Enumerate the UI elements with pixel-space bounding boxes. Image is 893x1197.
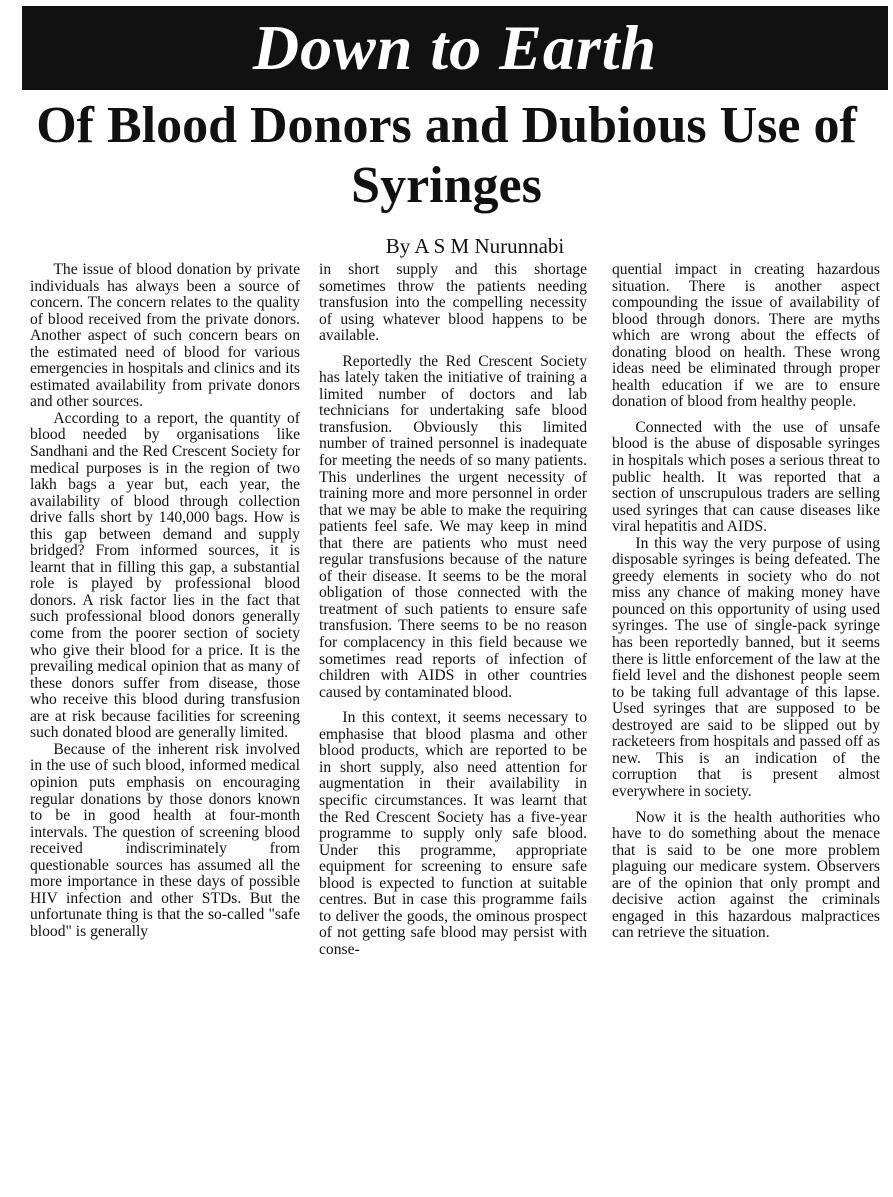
paragraph: Reportedly the Red Crescent Society has lately taken the initiative of training a limited number of doctors and lab technicians for undertaking safe blood transfusion. Obviously this limited number of trained personnel is inadequate for meeting the needs of so many patients. This underlines the urgent necessity of training more and more personnel in order that we may be able to make the requiring patients feel safe. We may keep in mind that there are patients who must need regular transfusions because of the nature of their disease. It seems to be the moral obligation of those connected with the treatment of such patients to ensure safe transfusion. There seems to be no reason for complacency in this field because we sometimes read reports of infection of children with AIDS in other countries caused by contaminated blood. (319, 352, 587, 701)
banner-title: Down to Earth (252, 12, 658, 83)
paragraph: Connected with the use of unsafe blood is the abuse of disposable syringes in hospitals which poses a serious threat to public health. It was reported that a section of unscrupulous traders are selling used syringes that can cause diseases like viral hepatitis and AIDS. (612, 418, 880, 536)
paragraph: Now it is the health authorities who have to do something about the menace that is said to be one more problem plaguing our medicare system. Observers are of the opinion that only prompt and decisive action against the criminals engaged in this hazardous malpractices can retrieve the situation. (612, 808, 880, 942)
paragraph: quential impact in creating hazardous situation. There is another aspect compounding the issue of availability of blood through donors. There are myths which are wrong about the effects of donating blood on health. These wrong ideas need be eliminated through proper health education if we are to ensure donation of blood from healthy people. (612, 261, 880, 411)
paragraph: Because of the inherent risk involved in the use of such blood, informed medical opinion puts emphasis on encouraging regular donations by those donors known to be in good health at four-month intervals. The question of screening blood received indiscriminately from questionable sources has assumed all the more importance in these days of possible HIV infection and other STDs. But the unfortunate thing is that the so-called "safe blood" is generally (30, 740, 300, 940)
paragraph: In this way the very purpose of using disposable syringes is being defeated. The greedy elements in society who do not miss any chance of making money have pounced on this opportunity of using used syringes. The use of single-pack syringe has been reportedly banned, but it seems there is little enforcement of the law at the field level and the dishonest people seem to be taking full advantage of this lapse. Used syringes that are supposed to be destroyed are said to be slipped out by racketeers from hospitals and passed off as new. This is an indication of the corruption that is present almost everywhere in society. (612, 534, 880, 800)
paragraph: in short supply and this shortage sometimes throw the patients needing transfusion into the compelling necessity of using whatever blood happens to be available. (319, 261, 587, 345)
article-column-2 (319, 262, 587, 958)
article-byline: By A S M Nurunnabi (385, 234, 565, 258)
paragraph: According to a report, the quantity of blood needed by organisations like Sandhani and the Red Crescent Society for medical purposes is in the region of two lakh bags a year but, each year, the availability of blood through collection drive falls short by 140,000 bags. How is this gap between demand and supply bridged? From informed sources, it is learnt that in filling this gap, a substantial role is played by professional blood donors. A risk factor lies in the fact that such professional blood donors generally come from the poorer section of society who give their blood for a price. It is the prevailing medical opinion that as many of these donors suffer from disease, those who receive this blood during transfusion are at risk because facilities for screening such donated blood are generally limited. (30, 409, 300, 742)
paragraph: In this context, it seems necessary to emphasise that blood plasma and other blood products, which are reported to be in short supply, also need attention for augmentation in their availability in specific circumstances. It was learnt that the Red Crescent Society has a five-year programme to supply only safe blood. Under this programme, appropriate equipment for screening to ensure safe blood is expected to function at suitable centres. But in case this programme fails to deliver the goods, the ominous prospect of not getting safe blood may persist with conse- (319, 709, 587, 958)
article-column-3 (612, 262, 880, 942)
article-column-1 (30, 262, 300, 940)
article-headline: Of Blood Donors and Dubious Use of Syringes (36, 97, 857, 214)
paragraph: The issue of blood donation by private individuals has always been a source of concern. The concern relates to the quality of blood received from the private donors. Another aspect of such concern bears on the estimated need of blood for various emergencies in hospitals and clinics and its estimated availability from private donors and other sources. (30, 261, 300, 411)
column-banner (22, 6, 888, 90)
